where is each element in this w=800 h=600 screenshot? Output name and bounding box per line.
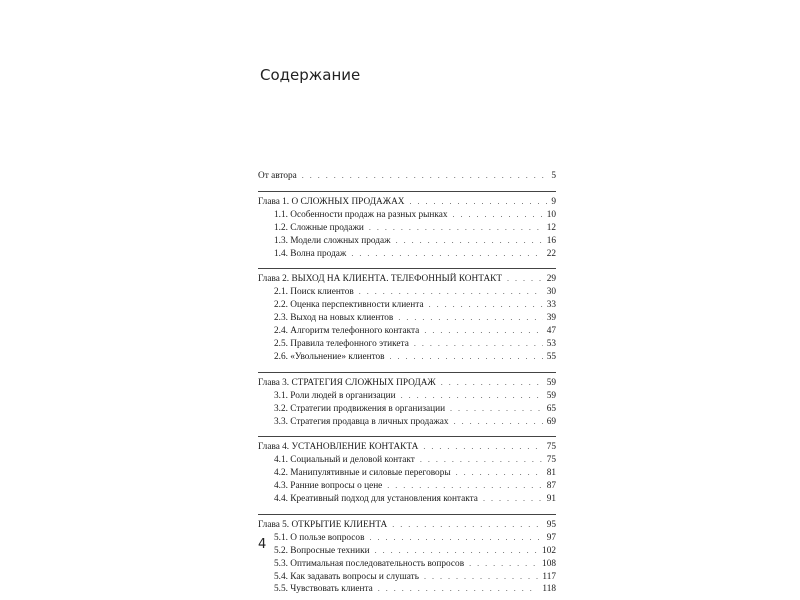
dot-leader xyxy=(420,454,543,467)
dot-leader xyxy=(351,248,542,261)
toc-entry-page: 30 xyxy=(546,287,556,298)
toc-chapter-entry[interactable] xyxy=(258,273,556,286)
toc-entry-page: 108 xyxy=(542,558,556,569)
toc-entry-label: 5.3. Оптимальная последовательность вопросов xyxy=(274,558,465,569)
toc-section-entry[interactable] xyxy=(258,583,556,596)
toc-entry-label: 5.1. О пользе вопросов xyxy=(274,532,365,543)
toc-entry-page: 59 xyxy=(546,377,556,388)
toc-section-entry[interactable] xyxy=(258,248,556,261)
toc-entry-page: 118 xyxy=(542,584,556,595)
dot-leader xyxy=(378,583,539,596)
toc-section-entry[interactable] xyxy=(258,545,556,558)
dot-leader xyxy=(483,493,543,506)
toc-section-entry[interactable] xyxy=(258,338,556,351)
page-title: Содержание xyxy=(260,66,361,84)
toc-entry-label: 3.1. Роли людей в организации xyxy=(274,390,396,401)
toc-entry-label: 2.6. «Увольнение» клиентов xyxy=(274,351,385,362)
toc-entry-label: 1.1. Особенности продаж на разных рынках xyxy=(274,209,448,220)
toc-entry-label: Глава 5. ОТКРЫТИЕ КЛИЕНТА xyxy=(258,519,388,530)
toc-section-entry[interactable] xyxy=(258,467,556,480)
section-divider xyxy=(258,191,556,192)
toc-entry-page: 69 xyxy=(546,416,556,427)
toc-section-entry[interactable] xyxy=(258,532,556,545)
toc-entry-page: 12 xyxy=(546,222,556,233)
toc-entry-page: 39 xyxy=(546,313,556,324)
dot-leader xyxy=(401,390,543,403)
toc-entry-page: 81 xyxy=(546,468,556,479)
toc-entry-label: 4.2. Манипулятивные и силовые переговоры xyxy=(274,468,451,479)
dot-leader xyxy=(390,351,543,364)
toc-chapter-entry[interactable] xyxy=(258,519,556,532)
dot-leader xyxy=(359,286,543,299)
section-divider xyxy=(258,436,556,437)
toc-entry-page: 55 xyxy=(546,351,556,362)
toc-entry-label: 5.4. Как задавать вопросы и слушать xyxy=(274,571,419,582)
toc-entry-page: 97 xyxy=(546,532,556,543)
dot-leader xyxy=(369,222,543,235)
toc-section-entry[interactable] xyxy=(258,312,556,325)
toc-section-entry[interactable] xyxy=(258,299,556,312)
dot-leader xyxy=(456,467,543,480)
toc-entry-label: 4.1. Социальный и деловой контакт xyxy=(274,455,415,466)
dot-leader xyxy=(423,441,542,454)
toc-entry-page: 75 xyxy=(546,455,556,466)
toc-section-entry[interactable] xyxy=(258,351,556,364)
toc-chapter-entry[interactable] xyxy=(258,196,556,209)
toc-entry-label: Глава 4. УСТАНОВЛЕНИЕ КОНТАКТА xyxy=(258,442,419,453)
toc-section-entry[interactable] xyxy=(258,286,556,299)
toc-entry-page: 47 xyxy=(546,326,556,337)
dot-leader xyxy=(450,403,543,416)
toc-entry-label: 4.4. Креативный подход для установления контакта xyxy=(274,494,478,505)
toc-entry-label: 3.3. Стратегия продавца в личных продажах xyxy=(274,416,449,427)
dot-leader xyxy=(392,519,542,532)
toc-chapter-entry[interactable] xyxy=(258,377,556,390)
dot-leader xyxy=(424,325,542,338)
toc-entry-page: 95 xyxy=(546,519,556,530)
toc-entry-page: 29 xyxy=(546,274,556,285)
toc-entry-page: 75 xyxy=(546,442,556,453)
dot-leader xyxy=(387,480,542,493)
toc-section-entry[interactable] xyxy=(258,325,556,338)
toc-section-entry[interactable] xyxy=(258,493,556,506)
toc-section-entry[interactable] xyxy=(258,480,556,493)
toc-entry-label: Глава 1. О СЛОЖНЫХ ПРОДАЖАХ xyxy=(258,196,405,207)
toc-entry-page: 9 xyxy=(551,196,556,207)
toc-section-entry[interactable] xyxy=(258,558,556,571)
toc-section-entry[interactable] xyxy=(258,209,556,222)
toc-entry-label: 3.2. Стратегии продвижения в организации xyxy=(274,403,446,414)
dot-leader xyxy=(507,273,543,286)
toc-section-entry[interactable] xyxy=(258,454,556,467)
dot-leader xyxy=(410,196,548,209)
toc-entry-label: 2.1. Поиск клиентов xyxy=(274,287,354,298)
page-number: 4 xyxy=(258,537,267,552)
toc-entry-label: 5.5. Чувствовать клиента xyxy=(274,584,373,595)
dot-leader xyxy=(453,209,543,222)
toc-entry-page: 16 xyxy=(546,235,556,246)
dot-leader xyxy=(369,532,542,545)
dot-leader xyxy=(441,377,543,390)
toc-section-entry[interactable] xyxy=(258,403,556,416)
dot-leader xyxy=(375,545,538,558)
dot-leader xyxy=(398,312,542,325)
toc-section-entry[interactable] xyxy=(258,571,556,584)
toc-entry-label: 2.5. Правила телефонного этикета xyxy=(274,338,409,349)
section-divider xyxy=(258,268,556,269)
toc-entry-label: 2.2. Оценка перспективности клиента xyxy=(274,300,424,311)
toc-entry-page: 102 xyxy=(542,545,556,556)
toc-chapter-entry[interactable] xyxy=(258,170,556,183)
dot-leader xyxy=(414,338,543,351)
toc-entry-label: 1.4. Волна продаж xyxy=(274,248,347,259)
toc-entry-label: Глава 2. ВЫХОД НА КЛИЕНТА. ТЕЛЕФОННЫЙ КОНТАКТ xyxy=(258,274,503,285)
toc-entry-page: 10 xyxy=(546,209,556,220)
toc-entry-label: 4.3. Ранние вопросы о цене xyxy=(274,481,383,492)
dot-leader xyxy=(396,235,543,248)
toc-entry-page: 65 xyxy=(546,403,556,414)
toc-section-entry[interactable] xyxy=(258,222,556,235)
dot-leader xyxy=(302,170,548,183)
toc-entry-label: От автора xyxy=(258,171,297,181)
toc-entry-page: 59 xyxy=(546,390,556,401)
toc-entry-page: 117 xyxy=(542,571,556,582)
dot-leader xyxy=(424,571,538,584)
toc-entry-page: 91 xyxy=(546,494,556,505)
toc-entry-label: 1.2. Сложные продажи xyxy=(274,222,364,233)
toc-entry-page: 22 xyxy=(546,248,556,259)
toc-entry-label: 2.3. Выход на новых клиентов xyxy=(274,313,394,324)
section-divider xyxy=(258,514,556,515)
dot-leader xyxy=(454,416,543,429)
toc-entry-label: 2.4. Алгоритм телефонного контакта xyxy=(274,326,420,337)
toc-entry-page: 87 xyxy=(546,481,556,492)
toc-section-entry[interactable] xyxy=(258,390,556,403)
toc-chapter-entry[interactable] xyxy=(258,441,556,454)
toc-section-entry[interactable] xyxy=(258,416,556,429)
section-divider xyxy=(258,372,556,373)
toc-entry-page: 33 xyxy=(546,300,556,311)
toc-entry-label: Глава 3. СТРАТЕГИЯ СЛОЖНЫХ ПРОДАЖ xyxy=(258,377,436,388)
toc-entry-page: 5 xyxy=(551,171,556,181)
toc-entry-label: 1.3. Модели сложных продаж xyxy=(274,235,391,246)
toc-entry-label: 5.2. Вопросные техники xyxy=(274,545,370,556)
dot-leader xyxy=(429,299,543,312)
toc-section-entry[interactable] xyxy=(258,235,556,248)
table-of-contents xyxy=(258,170,556,596)
dot-leader xyxy=(469,558,538,571)
toc-entry-page: 53 xyxy=(546,338,556,349)
